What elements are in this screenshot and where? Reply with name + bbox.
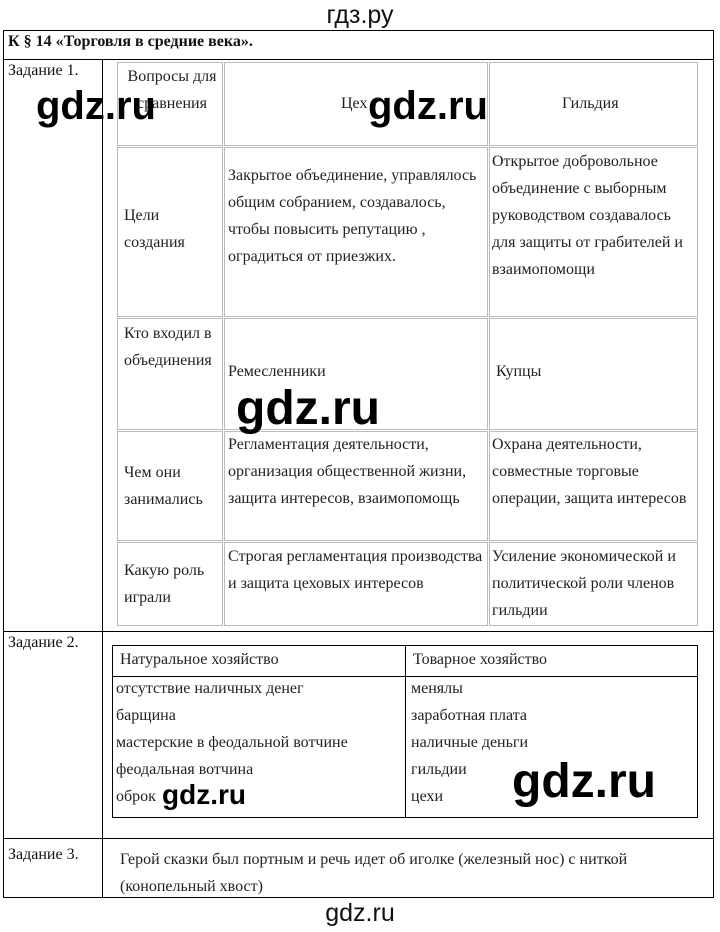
task2-commodity-list [411, 675, 528, 810]
row1-question-cell [117, 147, 223, 317]
row2-question-cell [117, 318, 223, 430]
row2-merchant-cell [489, 318, 698, 430]
row4-merchant-cell [489, 542, 698, 626]
commodity-item: цехи [411, 788, 444, 805]
row4-craft-cell [224, 542, 488, 626]
row2-merchant: Купцы [496, 363, 542, 380]
label-column-divider [102, 59, 103, 898]
commodity-item: гильдии [411, 761, 467, 778]
row4-question-cell [117, 542, 223, 626]
row1-craft: Закрытое объединение, управлялось общим собранием, создавалось, чтобы повысить репутацию , оградиться от приезжих. [228, 167, 477, 265]
watermark: gdz.ru [36, 84, 156, 128]
row1-merchant: Открытое добровольное объединение с выборным руководством создавалось для защиты от грабителей и взаимопомощи [492, 153, 683, 278]
site-title-top: гдз.ру [326, 1, 394, 29]
header-craft: Цех [341, 95, 368, 112]
row3-craft-cell [224, 431, 488, 541]
task3-label: Задание 3. [8, 846, 79, 863]
row1-merchant-cell [489, 147, 698, 317]
natural-item: феодальная вотчина [116, 761, 254, 778]
row1-question: Цели создания [124, 207, 185, 251]
row3-craft: Регламентация деятельности, организация общественной жизни, защита интересов, взаимопомощь [228, 436, 467, 507]
divider-task3 [3, 838, 714, 839]
divider-heading [3, 59, 714, 60]
row3-question-cell [117, 431, 223, 541]
task1-label: Задание 1. [8, 62, 79, 79]
commodity-item: заработная плата [411, 707, 527, 724]
header-questions: Вопросы для сравнения [127, 68, 217, 112]
row2-question: Кто входил в объединения [124, 325, 212, 369]
site-title-bottom: gdz.ru [325, 899, 395, 927]
task2-header-commodity: Товарное хозяйство [413, 651, 548, 668]
watermark: gdz.ru [162, 779, 246, 810]
commodity-item: менялы [411, 680, 463, 697]
watermark: gdz.ru [368, 84, 488, 128]
row3-merchant-cell [489, 431, 698, 541]
task2-header-natural: Натуральное хозяйство [120, 651, 279, 668]
task3-answer: Герой сказки был портным и речь идет об иголке (железный нос) с ниткой (конопельный хвост) [120, 851, 628, 895]
page-heading: К § 14 «Торговля в средние века». [8, 33, 253, 50]
row2-craft: Ремесленники [228, 363, 326, 380]
header-merchant: Гильдия [562, 95, 619, 112]
row1-craft-cell [224, 147, 488, 317]
natural-item: мастерские в феодальной вотчине [116, 734, 348, 751]
row3-question: Чем они занимались [124, 464, 203, 508]
commodity-item: наличные деньги [411, 734, 529, 751]
task2-label: Задание 2. [8, 634, 79, 651]
watermark: gdz.ru [236, 382, 380, 435]
row4-craft: Строгая регламентация производства и защита цеховых интересов [228, 548, 483, 592]
row4-question: Какую роль играли [124, 562, 205, 606]
natural-item: барщина [116, 707, 176, 724]
divider-task2 [3, 631, 714, 632]
watermark: gdz.ru [512, 755, 656, 808]
natural-item: оброк [116, 788, 156, 805]
row4-merchant: Усиление экономической и политической роли членов гильдии [492, 548, 676, 619]
header-merchant-cell [489, 62, 698, 146]
natural-item: отсутствие наличных денег [116, 680, 304, 697]
task2-column-divider [405, 645, 406, 818]
row3-merchant: Охрана деятельности, совместные торговые операции, защита интересов [492, 436, 687, 507]
